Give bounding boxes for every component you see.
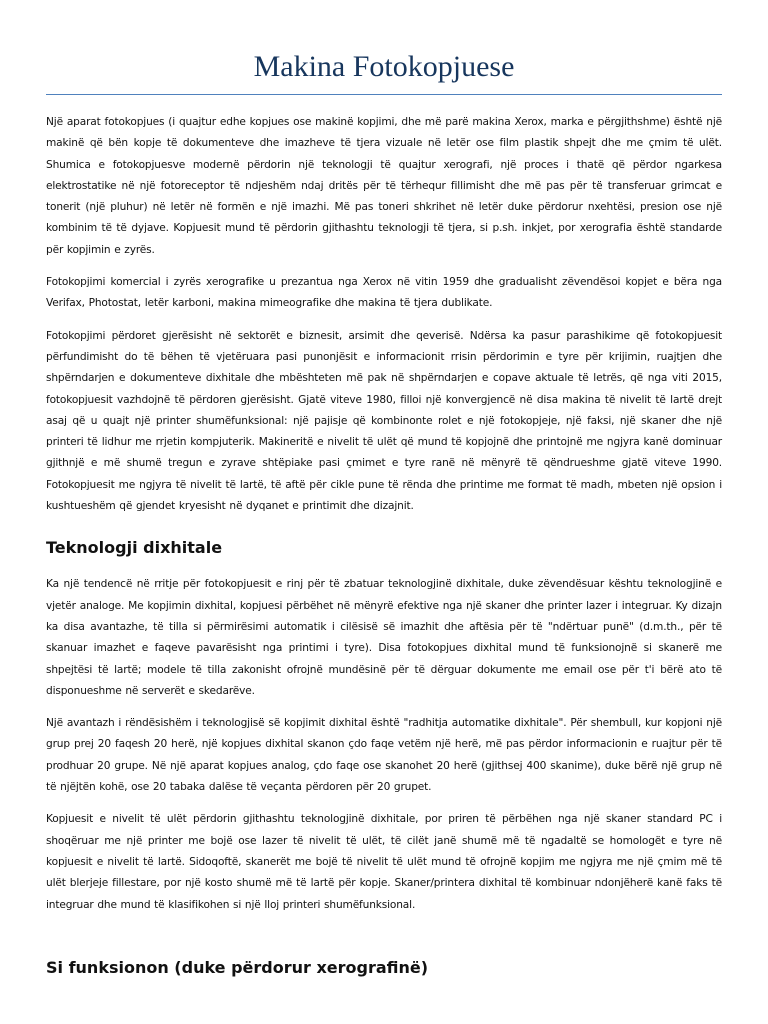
paragraph-digital-3: Kopjuesit e nivelit të ulët përdorin gjithashtu teknologjinë dixhitale, por priren të përbëhen nga një skaner standard PC i shoqëruar me një printer me bojë ose lazer të nivelit të ulët, të cilët janë shumë më të ngadaltë se homologët e tyre në kopjuesit e nivelit të lartë. Sidoqoftë, skanerët me bojë të nivelit të ulët mund të ofrojnë kopjim me ngjyra me një çmim më të ulët blerjeje fillestare, por një kosto shumë më të lartë për kopje. Skaner/printera dixhital të kombinuar ndonjëherë kanë faks të integruar dhe mund të klasifikohen si një lloj printeri shumëfunksional.	[46, 813, 722, 911]
paragraph-usage: Fotokopjimi përdoret gjerësisht në sektorët e biznesit, arsimit dhe qeverisë. Ndërsa ka pasur parashikime që fotokopjuesit përfundimisht do të bëhen të vjetëruara pasi punonjësit e informacionit rrisin përdorimin e tyre për krijimin, ruajtjen dhe shpërndarjen e dokumenteve dixhitale dhe mbështeten më pak në shpërndarjen e copave aktuale të letrës, që nga viti 2015, fotokopjuesit vazhdojnë të përdoren gjerësisht. Gjatë viteve 1980, filloi një konvergjencë në disa makina të nivelit të lartë drejt asaj që u quajt një printer shumëfunksional: një pajisje që kombinonte rolet e një fotokopjeje, një faksi, një skaner dhe një printeri të lidhur me rrjetin kompjuterik. Makineritë e nivelit të ulët që mund të kopjojnë dhe printojnë me ngjyra kanë dominuar gjithnjë e më shumë tregun e zyrave shtëpiake pasi çmimet e tyre ranë në mënyrë të qëndrueshme gjatë viteve 1990. Fotokopjuesit me ngjyra të nivelit të lartë, të aftë për cikle pune të rënda dhe printime me format të madh, mbeten një opsion i kushtueshëm që gjendet kryesisht në dyqanet e printimit dhe dizajnit.	[46, 329, 722, 513]
paragraph-intro: Një aparat fotokopjues (i quajtur edhe kopjues ose makinë kopjimi, dhe më parë makina Xerox, marka e përgjithshme) është një makinë që bën kopje të dokumenteve dhe imazheve të tjera vizuale në letër ose film plastik shpejt dhe me çmim të ulët. Shumica e fotokopjuesve modernë përdorin një teknologji të quajtur xerografi, një proces i thatë që përdor ngarkesa elektrostatike në një fotoreceptor të ndjeshëm ndaj dritës për të tërhequr fillimisht dhe më pas për të transferuar grimcat e tonerit (një pluhur) në letër në formën e një imazhi. Më pas toneri shkrihet në letër duke përdorur nxehtësi, presion ose një kombinim të të dyjave. Kopjuesit mund të përdorin gjithashtu teknologji të tjera, si p.sh. inkjet, por xerografia është standarde për kopjimin e zyrës.	[46, 116, 722, 256]
paragraph-digital-2: Një avantazh i rëndësishëm i teknologjisë së kopjimit dixhital është "radhitja automatike dixhitale". Për shembull, kur kopjoni një grup prej 20 faqesh 20 herë, një kopjues dixhital skanon çdo faqe vetëm një herë, më pas përdor informacionin e ruajtur për të prodhuar 20 grupe. Në një aparat kopjues analog, çdo faqe ose skanohet 20 herë (gjithsej 400 skanime), duke bërë një grup në të njëjtën kohë, ose 20 tabaka dalëse të veçanta përdoren për 20 grupet.	[46, 717, 722, 794]
section-heading-digital-technology: Teknologji dixhitale	[46, 538, 223, 558]
paragraph-history: Fotokopjimi komercial i zyrës xerografike u prezantua nga Xerox në vitin 1959 dhe gradualisht zëvendësoi kopjet e bëra nga Verifax, Photostat, letër karboni, makina mimeografike dhe makina të tjera dublikate.	[46, 276, 722, 310]
paragraph-digital-1: Ka një tendencë në rritje për fotokopjuesit e rinj për të zbatuar teknologjinë dixhitale, duke zëvendësuar kështu teknologjinë e vjetër analoge. Me kopjimin dixhital, kopjuesi përbëhet në mënyrë efektive nga një skaner dhe printer lazer i integruar. Ky dizajn ka disa avantazhe, të tilla si përmirësimi automatik i cilësisë së imazhit dhe aftësia për të "ndërtuar punë" (d.m.th., për të skanuar imazhet e faqeve pavarësisht nga printimi i tyre). Disa fotokopjues dixhital mund të funksionojnë si skanerë me shpejtësi të lartë; modele të tilla zakonisht ofrojnë mundësinë për të dërguar dokumente me email ose për t'i bërë ato të disponueshme në serverët e skedarëve.	[46, 578, 722, 697]
section-heading-how-it-works: Si funksionon (duke përdorur xerografinë)	[46, 957, 429, 977]
document-title: Makina Fotokopjuese	[46, 48, 722, 95]
